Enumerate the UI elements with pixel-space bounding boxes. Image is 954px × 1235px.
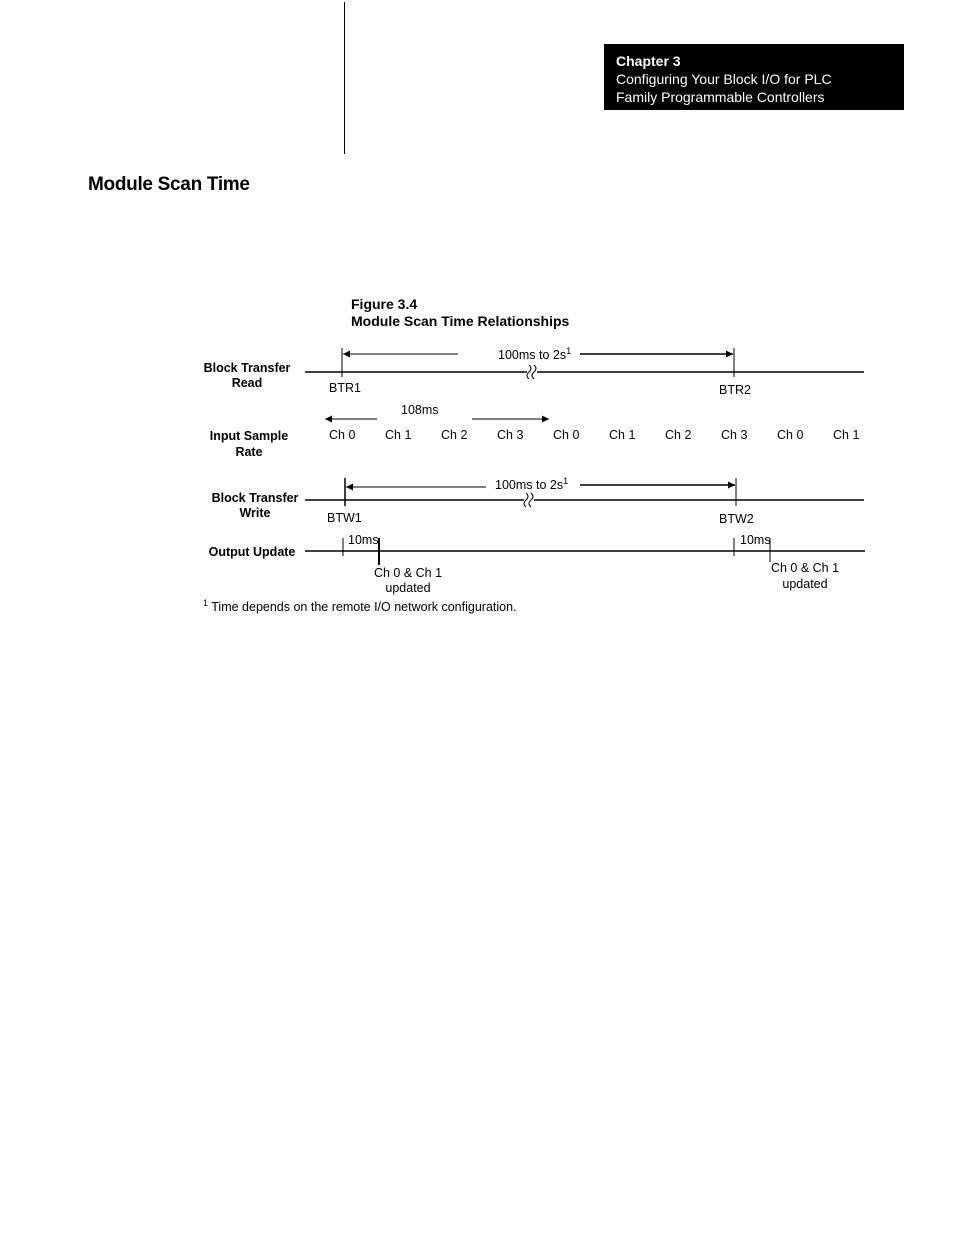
update-label-1-line-2: updated (385, 581, 431, 595)
channel-label: Ch 1 (385, 428, 412, 442)
output-delay-label-2: 10ms (740, 533, 771, 547)
channel-label: Ch 3 (721, 428, 748, 442)
channel-label: Ch 0 (777, 428, 804, 442)
chapter-number: Chapter 3 (616, 53, 681, 69)
btr-interval-label: 100ms to $2s^1$ (498, 346, 572, 362)
channel-sequence (329, 428, 859, 442)
btw1-label: BTW1 (327, 511, 362, 525)
channel-label: Ch 3 (497, 428, 524, 442)
figure-title: Module Scan Time Relationships (351, 313, 570, 329)
chapter-title-line-2: Family Programmable Controllers (616, 89, 825, 105)
btr1-label: BTR1 (329, 381, 361, 395)
channel-label: Ch 0 (329, 428, 356, 442)
update-label-1-line-1: Ch 0 & Ch 1 (373, 566, 443, 580)
output-row-label: Output Update (208, 545, 296, 559)
btw-row-label-1: Block Transfer (211, 491, 299, 505)
btr-row-label-2: Read (231, 376, 263, 390)
btr2-label: BTR2 (719, 383, 751, 397)
btw-row-label-2: Write (239, 506, 271, 520)
footnote-text: Time depends on the remote I/O network configuration. (208, 600, 517, 615)
btr-row-label-1: Block Transfer (203, 361, 291, 375)
footnote-marker: 1 (203, 598, 209, 608)
footnote (203, 598, 517, 614)
sample-period-label: 108ms (401, 403, 439, 417)
channel-label: Ch 2 (441, 428, 468, 442)
figure-number: Figure 3.4 (351, 296, 418, 312)
isr-row-label-2: Rate (235, 445, 263, 459)
output-delay-label-1: 10ms (348, 533, 379, 547)
update-label-2-line-1: Ch 0 & Ch 1 (770, 561, 840, 575)
btw2-label: BTW2 (719, 512, 754, 526)
channel-label: Ch 2 (665, 428, 692, 442)
section-title: Module Scan Time (88, 174, 250, 195)
chapter-title-line-1: Configuring Your Block I/O for PLC (616, 71, 832, 87)
isr-row-label-1: Input Sample (209, 429, 289, 443)
channel-label: Ch 1 (833, 428, 860, 442)
channel-label: Ch 1 (609, 428, 636, 442)
update-label-2-line-2: updated (782, 577, 828, 591)
channel-label: Ch 0 (553, 428, 580, 442)
btw-interval-label: 100ms to $2s^1$ (495, 476, 569, 492)
